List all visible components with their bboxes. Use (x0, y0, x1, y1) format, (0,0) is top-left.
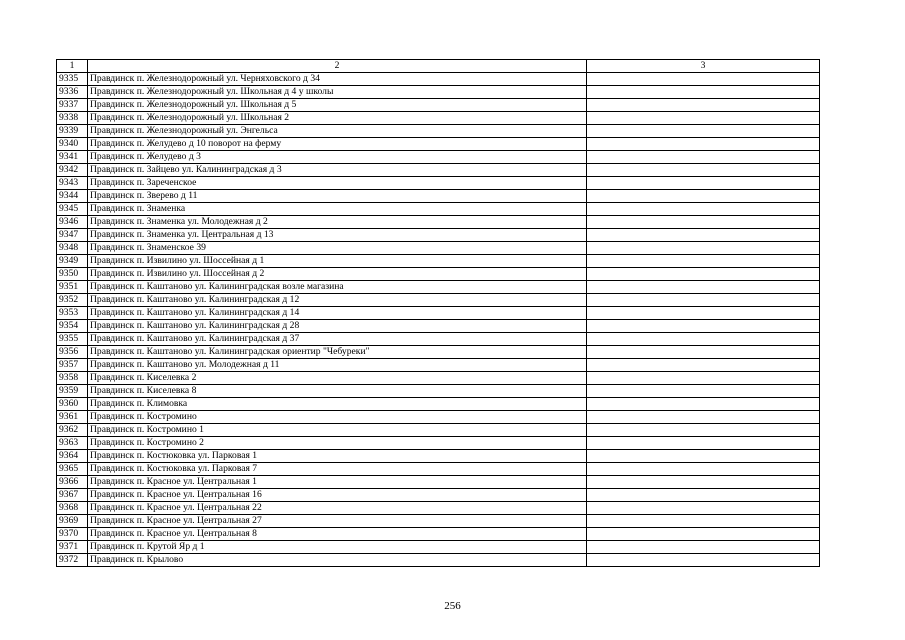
row-note-cell (587, 372, 820, 385)
row-note-cell (587, 385, 820, 398)
row-note-cell (587, 554, 820, 567)
row-address-cell: Правдинск п. Извилино ул. Шоссейная д 1 (88, 255, 587, 268)
row-number-cell: 9345 (57, 203, 88, 216)
table-row (57, 73, 820, 86)
row-note-cell (587, 359, 820, 372)
row-address-cell: Правдинск п. Киселевка 8 (88, 385, 587, 398)
table-row (57, 359, 820, 372)
row-note-cell (587, 138, 820, 151)
row-address-cell: Правдинск п. Железнодорожный ул. Школьная 2 (88, 112, 587, 125)
row-address-cell: Правдинск п. Каштаново ул. Калининградская д 37 (88, 333, 587, 346)
row-note-cell (587, 398, 820, 411)
row-number-cell: 9349 (57, 255, 88, 268)
row-address-cell: Правдинск п. Крылово (88, 554, 587, 567)
row-address-cell: Правдинск п. Каштаново ул. Молодежная д 11 (88, 359, 587, 372)
table-row (57, 502, 820, 515)
row-number-cell: 9370 (57, 528, 88, 541)
row-note-cell (587, 177, 820, 190)
table-row (57, 320, 820, 333)
row-number-cell: 9364 (57, 450, 88, 463)
row-number-cell: 9354 (57, 320, 88, 333)
row-number-cell: 9353 (57, 307, 88, 320)
row-note-cell (587, 333, 820, 346)
row-note-cell (587, 216, 820, 229)
row-number-cell: 9371 (57, 541, 88, 554)
row-address-cell: Правдинск п. Зверево д 11 (88, 190, 587, 203)
row-number-cell: 9361 (57, 411, 88, 424)
row-note-cell (587, 476, 820, 489)
row-address-cell: Правдинск п. Знаменка ул. Центральная д 13 (88, 229, 587, 242)
table-row (57, 99, 820, 112)
row-address-cell: Правдинск п. Железнодорожный ул. Черняховского д 34 (88, 73, 587, 86)
table-row (57, 411, 820, 424)
row-number-cell: 9366 (57, 476, 88, 489)
table-row (57, 86, 820, 99)
row-number-cell: 9369 (57, 515, 88, 528)
table-row (57, 216, 820, 229)
table-row (57, 203, 820, 216)
table-row (57, 346, 820, 359)
row-note-cell (587, 502, 820, 515)
row-number-cell: 9343 (57, 177, 88, 190)
row-address-cell: Правдинск п. Извилино ул. Шоссейная д 2 (88, 268, 587, 281)
table-row (57, 112, 820, 125)
row-number-cell: 9338 (57, 112, 88, 125)
header-row (57, 60, 820, 73)
table-row (57, 307, 820, 320)
row-note-cell (587, 203, 820, 216)
row-note-cell (587, 164, 820, 177)
row-note-cell (587, 242, 820, 255)
row-address-cell: Правдинск п. Знаменка (88, 203, 587, 216)
table-row (57, 255, 820, 268)
row-note-cell (587, 190, 820, 203)
row-address-cell: Правдинск п. Красное ул. Центральная 22 (88, 502, 587, 515)
row-address-cell: Правдинск п. Костромино 1 (88, 424, 587, 437)
row-number-cell: 9348 (57, 242, 88, 255)
row-number-cell: 9363 (57, 437, 88, 450)
row-address-cell: Правдинск п. Каштаново ул. Калининградская д 28 (88, 320, 587, 333)
row-address-cell: Правдинск п. Железнодорожный ул. Школьная д 4 у школы (88, 86, 587, 99)
row-address-cell: Правдинск п. Каштаново ул. Калининградская д 12 (88, 294, 587, 307)
row-address-cell: Правдинск п. Каштаново ул. Калининградская ориентир "Чебуреки" (88, 346, 587, 359)
table-row (57, 190, 820, 203)
row-number-cell: 9372 (57, 554, 88, 567)
row-number-cell: 9350 (57, 268, 88, 281)
row-note-cell (587, 528, 820, 541)
row-address-cell: Правдинск п. Костюковка ул. Парковая 7 (88, 463, 587, 476)
table-row (57, 164, 820, 177)
row-number-cell: 9368 (57, 502, 88, 515)
row-note-cell (587, 437, 820, 450)
row-address-cell: Правдинск п. Каштаново ул. Калининградская возле магазина (88, 281, 587, 294)
row-number-cell: 9359 (57, 385, 88, 398)
table-row (57, 476, 820, 489)
row-address-cell: Правдинск п. Железнодорожный ул. Школьная д 5 (88, 99, 587, 112)
table-row (57, 333, 820, 346)
table-row (57, 437, 820, 450)
row-number-cell: 9357 (57, 359, 88, 372)
row-address-cell: Правдинск п. Желудево д 3 (88, 151, 587, 164)
table-row (57, 385, 820, 398)
row-address-cell: Правдинск п. Киселевка 2 (88, 372, 587, 385)
table-row (57, 554, 820, 567)
table-row (57, 294, 820, 307)
table-row (57, 515, 820, 528)
table-row (57, 138, 820, 151)
row-address-cell: Правдинск п. Зареченское (88, 177, 587, 190)
row-number-cell: 9341 (57, 151, 88, 164)
row-note-cell (587, 255, 820, 268)
row-note-cell (587, 346, 820, 359)
header-col-2: 2 (88, 60, 587, 73)
row-note-cell (587, 463, 820, 476)
row-note-cell (587, 281, 820, 294)
row-number-cell: 9340 (57, 138, 88, 151)
row-address-cell: Правдинск п. Климовка (88, 398, 587, 411)
table-row (57, 151, 820, 164)
row-note-cell (587, 307, 820, 320)
row-note-cell (587, 112, 820, 125)
row-number-cell: 9346 (57, 216, 88, 229)
table-row (57, 281, 820, 294)
table-row (57, 372, 820, 385)
row-number-cell: 9344 (57, 190, 88, 203)
row-number-cell: 9352 (57, 294, 88, 307)
row-address-cell: Правдинск п. Красное ул. Центральная 1 (88, 476, 587, 489)
row-address-cell: Правдинск п. Желудево д 10 поворот на ферму (88, 138, 587, 151)
row-number-cell: 9356 (57, 346, 88, 359)
table-row (57, 398, 820, 411)
row-number-cell: 9358 (57, 372, 88, 385)
header-col-3: 3 (587, 60, 820, 73)
row-address-cell: Правдинск п. Крутой Яр д 1 (88, 541, 587, 554)
row-address-cell: Правдинск п. Красное ул. Центральная 27 (88, 515, 587, 528)
table-row (57, 242, 820, 255)
row-address-cell: Правдинск п. Костромино (88, 411, 587, 424)
table-row (57, 229, 820, 242)
table-header (57, 60, 820, 73)
table-row (57, 489, 820, 502)
row-note-cell (587, 125, 820, 138)
row-number-cell: 9347 (57, 229, 88, 242)
row-note-cell (587, 73, 820, 86)
table-row (57, 450, 820, 463)
row-address-cell: Правдинск п. Зайцево ул. Калининградская д 3 (88, 164, 587, 177)
row-address-cell: Правдинск п. Костюковка ул. Парковая 1 (88, 450, 587, 463)
table-row (57, 528, 820, 541)
row-note-cell (587, 151, 820, 164)
table-row (57, 424, 820, 437)
row-note-cell (587, 294, 820, 307)
table-row (57, 268, 820, 281)
row-number-cell: 9335 (57, 73, 88, 86)
header-col-1: 1 (57, 60, 88, 73)
row-address-cell: Правдинск п. Железнодорожный ул. Энгельса (88, 125, 587, 138)
table-row (57, 177, 820, 190)
row-address-cell: Правдинск п. Знаменка ул. Молодежная д 2 (88, 216, 587, 229)
row-note-cell (587, 320, 820, 333)
row-address-cell: Правдинск п. Знаменское 39 (88, 242, 587, 255)
row-note-cell (587, 515, 820, 528)
row-number-cell: 9351 (57, 281, 88, 294)
row-note-cell (587, 489, 820, 502)
page-number: 256 (444, 600, 461, 612)
row-number-cell: 9336 (57, 86, 88, 99)
row-note-cell (587, 411, 820, 424)
row-number-cell: 9367 (57, 489, 88, 502)
table-body (57, 73, 820, 567)
row-note-cell (587, 541, 820, 554)
table-row (57, 125, 820, 138)
row-address-cell: Правдинск п. Красное ул. Центральная 8 (88, 528, 587, 541)
row-number-cell: 9337 (57, 99, 88, 112)
row-number-cell: 9365 (57, 463, 88, 476)
row-note-cell (587, 86, 820, 99)
row-address-cell: Правдинск п. Красное ул. Центральная 16 (88, 489, 587, 502)
row-note-cell (587, 424, 820, 437)
table-row (57, 463, 820, 476)
row-number-cell: 9339 (57, 125, 88, 138)
table-row (57, 541, 820, 554)
row-address-cell: Правдинск п. Костромино 2 (88, 437, 587, 450)
row-number-cell: 9355 (57, 333, 88, 346)
row-number-cell: 9360 (57, 398, 88, 411)
row-note-cell (587, 99, 820, 112)
row-number-cell: 9362 (57, 424, 88, 437)
address-table (56, 59, 820, 567)
row-note-cell (587, 268, 820, 281)
row-note-cell (587, 450, 820, 463)
row-number-cell: 9342 (57, 164, 88, 177)
row-address-cell: Правдинск п. Каштаново ул. Калининградская д 14 (88, 307, 587, 320)
row-note-cell (587, 229, 820, 242)
